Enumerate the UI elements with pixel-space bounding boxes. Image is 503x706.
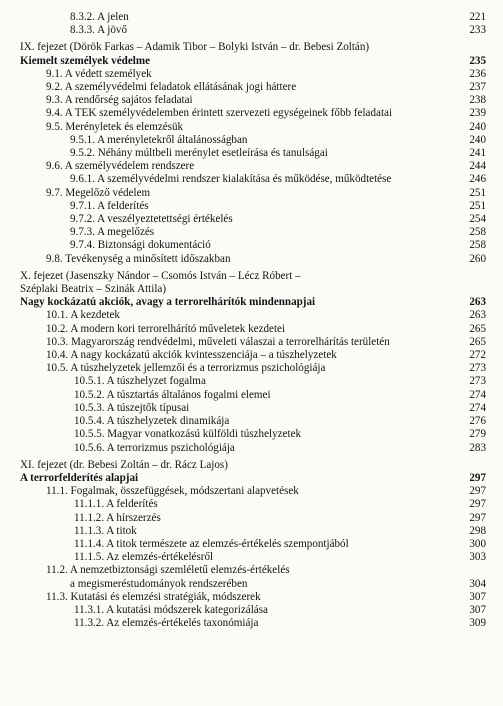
page-number: 221 bbox=[469, 11, 486, 23]
page-number: 240 bbox=[469, 133, 486, 146]
toc-entry bbox=[20, 187, 486, 200]
chapter-title bbox=[20, 472, 486, 485]
page-number: 300 bbox=[469, 537, 486, 550]
toc-entry bbox=[20, 283, 486, 296]
toc-entry bbox=[20, 323, 486, 336]
page-number: 274 bbox=[469, 401, 486, 414]
toc-entry bbox=[20, 525, 486, 538]
entry-title: 9.6. A személyvédelem rendszere bbox=[46, 160, 195, 173]
entry-title: 9.4. A TEK személyvédelemben érintett szervezeti egységeinek főbb feladatai bbox=[46, 107, 393, 120]
entry-title: 9.7. Megelőző védelem bbox=[46, 186, 151, 199]
page-number: 265 bbox=[469, 322, 486, 335]
chapter-title bbox=[20, 296, 486, 309]
toc-entry bbox=[20, 160, 486, 173]
entry-title: 10.5.4. A túszhelyzetek dinamikája bbox=[74, 415, 230, 428]
entry-title: 9.5.1. A merényletekről általánosságban bbox=[70, 133, 248, 146]
toc-entry bbox=[20, 68, 486, 81]
entry-title: XI. fejezet (dr. Bebesi Zoltán – dr. Rácz Lajos) bbox=[20, 458, 228, 471]
page-number: 251 bbox=[469, 186, 486, 199]
page-number: 279 bbox=[469, 428, 486, 441]
entry-title: 10.2. A modern kori terrorelhárító műveletek kezdetei bbox=[46, 322, 286, 335]
chapter-title bbox=[20, 55, 486, 68]
page-number: 303 bbox=[469, 551, 486, 564]
entry-title: 9.7.2. A veszélyeztetettségi értékelés bbox=[70, 213, 233, 226]
toc-entry bbox=[20, 591, 486, 604]
entry-title: 9.7.3. A megelőzés bbox=[70, 226, 155, 239]
entry-title: 11.1.5. Az elemzés-értékelésről bbox=[74, 551, 214, 564]
entry-title: 8.3.2. A jelen bbox=[70, 11, 129, 23]
entry-title: 9.1. A védett személyek bbox=[46, 67, 152, 80]
entry-title: X. fejezet (Jasenszky Nándor – Csomós István – Lécz Róbert – bbox=[20, 269, 301, 282]
page-number: 309 bbox=[469, 617, 486, 630]
entry-title: 11.1.4. A titok természete az elemzés-értékelés szempontjából bbox=[74, 537, 349, 550]
entry-title: 11.3. Kutatási és elemzési stratégiák, módszerek bbox=[46, 590, 261, 603]
toc-entry bbox=[20, 200, 486, 213]
entry-title: 11.3.1. A kutatási módszerek kategorizálása bbox=[74, 603, 268, 616]
page-number: 297 bbox=[469, 511, 486, 524]
entry-title: 9.5. Merényletek és elemzésük bbox=[46, 120, 184, 133]
toc-entry bbox=[20, 81, 486, 94]
entry-title: 10.5.3. A túszejtők típusai bbox=[74, 401, 190, 414]
page-number: 307 bbox=[469, 590, 486, 603]
entry-title: 8.3.3. A jövő bbox=[70, 24, 128, 37]
entry-title: a megismeréstudományok rendszerében bbox=[70, 577, 248, 590]
page-number: 258 bbox=[469, 226, 486, 239]
page-number: 233 bbox=[469, 24, 486, 37]
page-number: 263 bbox=[469, 309, 486, 322]
entry-title: 10.3. Magyarország rendvédelmi, műveleti válaszai a terrorelhárítás területén bbox=[46, 335, 390, 348]
entry-title: 11.3.2. Az elemzés-értékelés taxonómiája bbox=[74, 617, 259, 630]
toc-entry bbox=[20, 485, 486, 498]
toc-entry bbox=[20, 173, 486, 186]
page-number: 258 bbox=[469, 239, 486, 252]
toc-entry bbox=[20, 428, 486, 441]
entry-title: 10.1. A kezdetek bbox=[46, 309, 120, 322]
page-number: 273 bbox=[469, 362, 486, 375]
entry-title: 10.5.6. A terrorizmus pszichológiája bbox=[74, 441, 235, 454]
entry-title: 9.5.2. Néhány múltbeli merénylet esetleírása és tanulságai bbox=[70, 147, 328, 160]
toc-entry bbox=[20, 512, 486, 525]
toc-entry bbox=[20, 349, 486, 362]
entry-title: A terrorfelderítés alapjai bbox=[20, 471, 139, 484]
entry-title: 11.1.1. A felderítés bbox=[74, 498, 158, 511]
entry-title: 9.2. A személyvédelmi feladatok ellátásának jogi háttere bbox=[46, 81, 297, 94]
toc-entry bbox=[20, 362, 486, 375]
toc-entry bbox=[20, 134, 486, 147]
toc-entry bbox=[20, 147, 486, 160]
page-number: 297 bbox=[469, 485, 486, 498]
entry-title: 11.2. A nemzetbiztonsági szemléletű elemzés-értékelés bbox=[46, 564, 290, 577]
entry-title: 10.4. A nagy kockázatú akciók kvintesszenciája – a túszhelyzetek bbox=[46, 349, 337, 362]
toc-entry bbox=[20, 389, 486, 402]
toc-entry bbox=[20, 24, 486, 37]
toc-entry bbox=[20, 564, 486, 577]
page-number: 237 bbox=[469, 81, 486, 94]
toc-entry bbox=[20, 551, 486, 564]
entry-title: Széplaki Beatrix – Szinák Attila) bbox=[20, 283, 167, 296]
page-number: 241 bbox=[469, 147, 486, 160]
toc-entry bbox=[20, 107, 486, 120]
page-number: 307 bbox=[469, 603, 486, 616]
toc-entry bbox=[20, 226, 486, 239]
toc-entry bbox=[20, 402, 486, 415]
page-number: 298 bbox=[469, 524, 486, 537]
toc-entry bbox=[20, 498, 486, 511]
page-number: 304 bbox=[469, 577, 486, 590]
entry-title: 11.1. Fogalmak, összefüggések, módszertani alapvetések bbox=[46, 485, 299, 498]
entry-title: 9.7.4. Biztonsági dokumentáció bbox=[70, 239, 211, 252]
page-number: 276 bbox=[469, 415, 486, 428]
toc-entry bbox=[20, 617, 486, 630]
chapter-heading bbox=[20, 459, 486, 472]
page-number: 260 bbox=[469, 252, 486, 265]
entry-title: 11.1.3. A titok bbox=[74, 524, 137, 537]
chapter-heading bbox=[20, 270, 486, 283]
page-number: 244 bbox=[469, 160, 486, 173]
entry-title: IX. fejezet (Dörök Farkas – Adamik Tibor – Bolyki István – dr. Bebesi Zoltán) bbox=[20, 41, 370, 54]
chapter-heading bbox=[20, 41, 486, 54]
entry-title: 10.5.1. A túszhelyzet fogalma bbox=[74, 375, 206, 388]
page-number: 272 bbox=[469, 349, 486, 362]
page-number: 265 bbox=[469, 335, 486, 348]
entry-title: Kiemelt személyek védelme bbox=[20, 54, 150, 67]
entry-title: 9.6.1. A személyvédelmi rendszer kialakítása és működése, működtetése bbox=[70, 173, 392, 186]
page-number: 246 bbox=[469, 173, 486, 186]
toc-entry bbox=[20, 213, 486, 226]
page-number: 240 bbox=[469, 120, 486, 133]
entry-title: 10.5. A túszhelyzetek jellemzői és a terrorizmus pszichológiája bbox=[46, 362, 326, 375]
toc-entry bbox=[20, 415, 486, 428]
toc-entry bbox=[20, 11, 486, 24]
page-number: 274 bbox=[469, 388, 486, 401]
page-number: 251 bbox=[469, 199, 486, 212]
entry-title: 9.3. A rendőrség sajátos feladatai bbox=[46, 94, 193, 107]
page-number: 297 bbox=[469, 498, 486, 511]
toc-entry bbox=[20, 309, 486, 322]
entry-title: 9.8. Tevékenység a minősített időszakban bbox=[46, 252, 231, 265]
toc-entry bbox=[20, 604, 486, 617]
entry-title: 10.5.5. Magyar vonatkozású külföldi túszhelyzetek bbox=[74, 428, 302, 441]
page-number: 238 bbox=[469, 94, 486, 107]
entry-title: Nagy kockázatú akciók, avagy a terrorelhárítók mindennapjai bbox=[20, 296, 316, 309]
table-of-contents bbox=[20, 11, 486, 630]
toc-entry bbox=[20, 121, 486, 134]
page-number: 239 bbox=[469, 107, 486, 120]
entry-title: 10.5.2. A túsztartás általános fogalmi elemei bbox=[74, 388, 271, 401]
toc-entry bbox=[20, 442, 486, 455]
entry-title: 11.1.2. A hírszerzés bbox=[74, 511, 161, 524]
toc-entry bbox=[20, 578, 486, 591]
page-number: 254 bbox=[469, 213, 486, 226]
page-number: 235 bbox=[469, 54, 486, 67]
toc-entry bbox=[20, 253, 486, 266]
toc-entry bbox=[20, 336, 486, 349]
toc-entry bbox=[20, 239, 486, 252]
page-number: 283 bbox=[469, 441, 486, 454]
entry-title: 9.7.1. A felderítés bbox=[70, 199, 149, 212]
page-number: 236 bbox=[469, 67, 486, 80]
toc-entry bbox=[20, 94, 486, 107]
toc-entry bbox=[20, 375, 486, 388]
page-number: 273 bbox=[469, 375, 486, 388]
toc-entry bbox=[20, 538, 486, 551]
page-number: 297 bbox=[469, 471, 486, 484]
page-number: 263 bbox=[469, 296, 486, 309]
